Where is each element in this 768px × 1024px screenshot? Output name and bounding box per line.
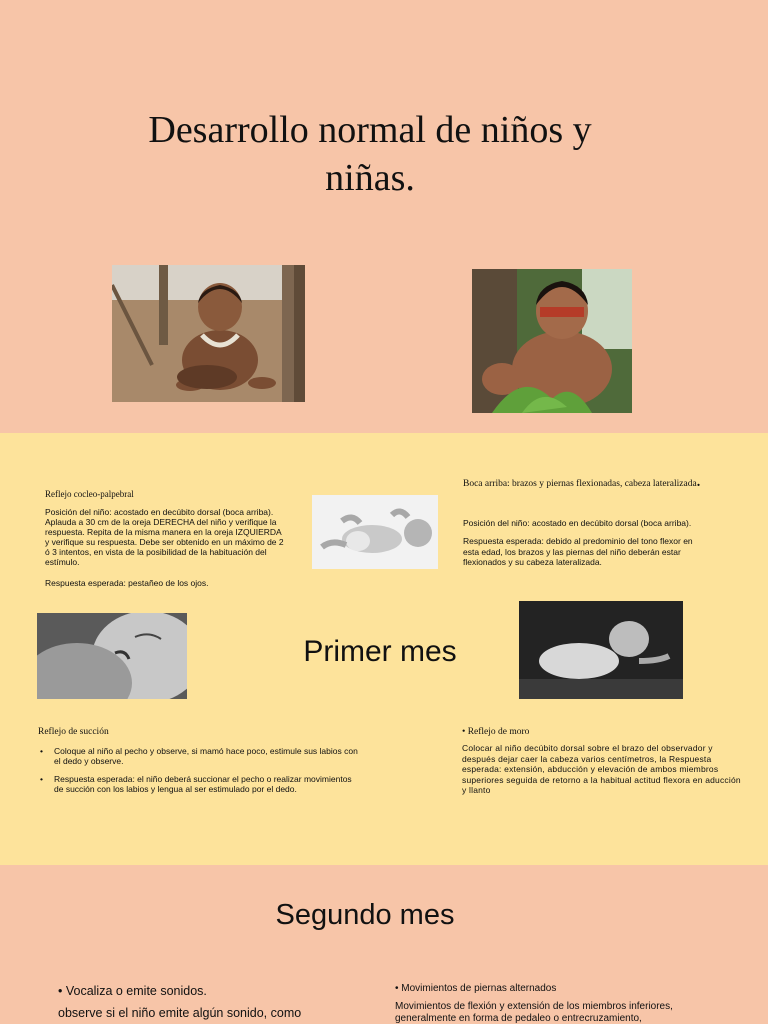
photo-child-crawling <box>112 265 305 402</box>
photo-baby-lying <box>312 495 438 569</box>
succion-list <box>38 746 358 802</box>
succion-item-1: • Coloque al niño al pecho y observe, si mamó hace poco, estimule sus labios con el dedo y observe. <box>38 746 358 766</box>
vocaliza-text: observe si el niño emite algún sonido, como <box>58 1006 302 1020</box>
page-title: Desarrollo normal de niños y niñas. <box>148 109 592 199</box>
moro-text: Colocar al niño decúbito dorsal sobre el brazo del observador y después dejar caer la cabeza varios centímetros, la Respuesta esperada: extensión, abducción y elevación de ambos miembros superiores seguida de retorno a la habitual actitud flexora en aducción y llanto <box>462 743 741 795</box>
photo-breastfeeding <box>37 613 187 699</box>
boca-arriba-heading-dot: . <box>696 475 701 490</box>
vocaliza-bullet: • Vocaliza o emite sonidos. <box>58 984 207 998</box>
boca-arriba-position-text: Posición del niño: acostado en decúbito dorsal (boca arriba). <box>463 518 692 528</box>
primer-mes-heading: Primer mes <box>303 635 457 668</box>
moro-heading: • Reflejo de moro <box>462 727 530 737</box>
segundo-mes-section <box>0 865 768 1024</box>
succion-item-2: • Respuesta esperada: el niño deberá succionar el pecho o realizar movimientos de succión con los labios y lengua al ser estimulado por el dedo. <box>38 774 358 794</box>
segundo-mes-heading: Segundo mes <box>275 899 455 931</box>
boca-arriba-heading-text: Boca arriba: brazos y piernas flexionadas, cabeza lateralizada <box>463 479 697 489</box>
boca-arriba-heading <box>463 473 713 494</box>
primer-mes-section <box>0 433 768 865</box>
intro-section <box>0 0 768 433</box>
piernas-text: Movimientos de flexión y extensión de los miembros inferiores, generalmente en forma de pedaleo o entrecruzamiento, <box>395 1001 673 1024</box>
photo-child-painted-face <box>472 269 632 413</box>
boca-arriba-response-text: Respuesta esperada: debido al predominio del tono flexor en esta edad, los brazos y las piernas del niño deberán estar flexionados y su cabeza lateralizada. <box>463 536 693 567</box>
succion-heading: Reflejo de succión <box>38 727 109 737</box>
piernas-bullet: • Movimientos de piernas alternados <box>395 983 557 994</box>
photo-moro-reflex <box>519 601 683 699</box>
cocleo-heading: Reflejo cocleo-palpebral <box>45 489 134 499</box>
cocleo-position-text: Posición del niño: acostado en decúbito dorsal (boca arriba). Aplauda a 30 cm de la oreja DERECHA del niño y verifique la respuesta. Repita de la misma manera en la oreja IZQUIERDA y verifique su respuesta. Debe ser obtenido en un máximo de 2 ó 3 intentos, en vista de la posibilidad de la habituación del estímulo. <box>45 507 284 567</box>
cocleo-response-text: Respuesta esperada: pestañeo de los ojos. <box>45 578 209 588</box>
